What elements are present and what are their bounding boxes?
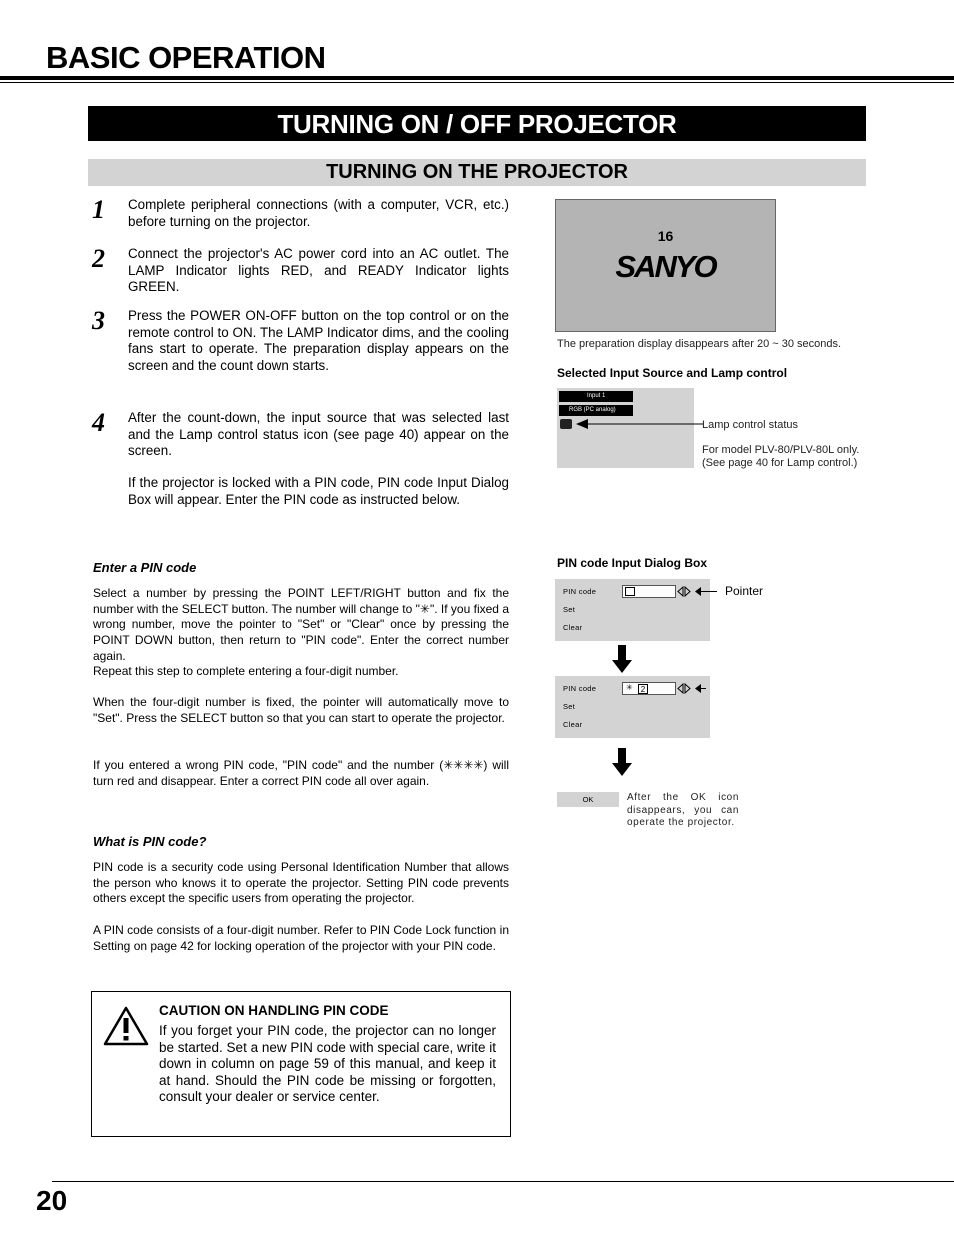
step-text-1: Complete peripheral connections (with a computer, VCR, etc.) before turning on the projector.: [128, 197, 509, 229]
pin-row-pin-code: PIN code: [563, 587, 597, 596]
header-rule-thin: [0, 82, 954, 83]
page-number: 20: [36, 1185, 68, 1216]
pointer-icon-2: [677, 683, 707, 694]
pin-masked-digit: ✳: [626, 683, 633, 692]
step-text-4: After the count-down, the input source that was selected last and the Lamp control status icon (see page 40) appear on the screen.: [128, 410, 509, 458]
header-rule-thick: [0, 76, 954, 80]
page-title: TURNING ON / OFF PROJECTOR: [88, 106, 866, 141]
pin-current-digit: 2: [638, 684, 648, 694]
pin-row-set-2: Set: [563, 702, 576, 711]
pin-row-pin-code-2: PIN code: [563, 684, 597, 693]
enter-pin-heading: Enter a PIN code: [93, 560, 197, 575]
what-is-pin-paragraph-1: PIN code is a security code using Personal Identification Number that allows the person who knows it to operate the projector. Setting PIN code prevents others except the specific users from operating the projector.: [93, 860, 509, 906]
step-number-3: 3: [92, 306, 105, 335]
input-source-heading: Selected Input Source and Lamp control: [557, 366, 788, 380]
enter-pin-paragraph-3: When the four-digit number is fixed, the pointer will automatically move to "Set". Press the SELECT button so that you can start to operate the projector.: [93, 695, 509, 725]
lamp-note-page: (See page 40 for Lamp control.): [702, 457, 858, 469]
down-arrow-icon-2: [612, 748, 632, 776]
enter-pin-paragraph-4: If you entered a wrong PIN code, "PIN code" and the number (✳✳✳✳) will turn red and disappear. Enter a correct PIN code all over again.: [93, 758, 509, 788]
pointer-label: Pointer: [725, 584, 764, 598]
pin-row-clear-2: Clear: [563, 720, 583, 729]
caution-title: CAUTION ON HANDLING PIN CODE: [159, 1003, 389, 1018]
caution-text: If you forget your PIN code, the projector can no longer be started. Set a new PIN code with special care, write it down in column on page 59 of this manual, and keep it at hand. Should the PIN code be missing or forgotten, consult your dealer or service center.: [159, 1023, 496, 1104]
lamp-control-label: Lamp control status: [702, 419, 798, 431]
step-text-2: Connect the projector's AC power cord into an AC outlet. The LAMP Indicator lights RED, and READY Indicator lights GREEN.: [128, 246, 509, 294]
what-is-pin-heading: What is PIN code?: [93, 834, 207, 849]
pin-row-set: Set: [563, 605, 576, 614]
enter-pin-paragraph-2: Repeat this step to complete entering a four-digit number.: [93, 664, 399, 678]
osd-source-line: RGB (PC analog): [559, 405, 633, 416]
warning-triangle-icon: [103, 1006, 149, 1046]
step-4-pin-note: If the projector is locked with a PIN code, PIN code Input Dialog Box will appear. Enter the PIN code as instructed below.: [128, 475, 509, 507]
step-number-1: 1: [92, 195, 105, 224]
step-text-3: Press the POWER ON-OFF button on the top control or on the remote control to ON. The LAMP Indicator dims, and the cooling fans start to operate. The preparation display appears on the screen and the count down starts.: [128, 308, 509, 373]
ok-icon: OK: [557, 792, 619, 807]
pin-digit-cursor: [625, 587, 635, 596]
pin-dialog-heading: PIN code Input Dialog Box: [557, 556, 708, 570]
lamp-status-icon: [560, 419, 572, 429]
section-title: BASIC OPERATION: [46, 40, 326, 75]
what-is-pin-paragraph-2: A PIN code consists of a four-digit number. Refer to PIN Code Lock function in Setting on page 42 for locking operation of the projector with your PIN code.: [93, 923, 509, 953]
enter-pin-paragraph-1: Select a number by pressing the POINT LEFT/RIGHT button and fix the number with the SELECT button. The number will change to "✳". If you fixed a wrong number, move the pointer to "Set" or "Clear" once by pressing the POINT DOWN button, then return to "PIN code". Enter the correct number again.: [93, 586, 509, 663]
down-arrow-icon: [612, 645, 632, 673]
pointer-icon: [677, 586, 717, 597]
footer-rule: [52, 1181, 954, 1182]
ok-caption: After the OK icon disappears, you can operate the projector.: [627, 792, 739, 828]
pin-row-clear: Clear: [563, 623, 583, 632]
countdown-number: 16: [657, 228, 674, 244]
lamp-note-model: For model PLV-80/PLV-80L only.: [702, 444, 860, 456]
step-number-2: 2: [92, 244, 105, 273]
lamp-arrow-line: [574, 418, 704, 430]
step-number-4: 4: [92, 408, 105, 437]
preparation-caption: The preparation display disappears after 20 ~ 30 seconds.: [557, 338, 842, 350]
sanyo-logo: SANYO: [615, 249, 716, 284]
osd-input-line: Input 1: [559, 391, 633, 402]
subsection-title: TURNING ON THE PROJECTOR: [88, 159, 866, 186]
